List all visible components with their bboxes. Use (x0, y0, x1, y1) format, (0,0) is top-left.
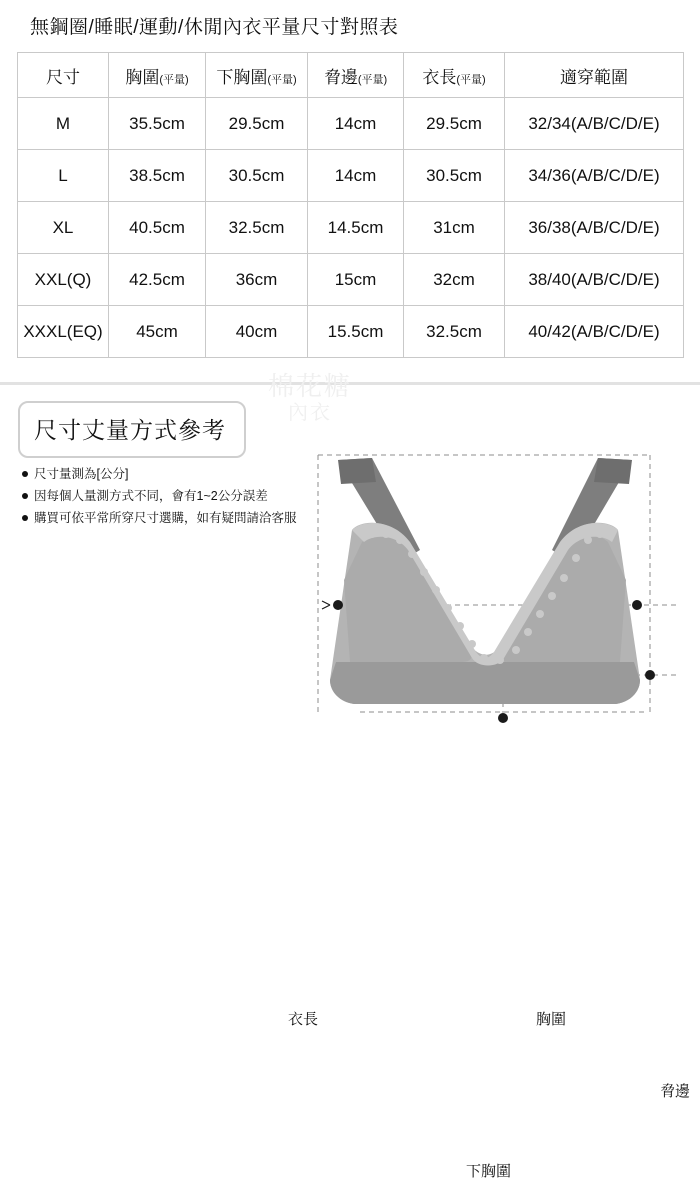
cell-fit-range: 36/38(A/B/C/D/E) (505, 202, 684, 254)
cell-length: 30.5cm (404, 150, 505, 202)
cell-size: XXL(Q) (18, 254, 109, 306)
cell-length: 32.5cm (404, 306, 505, 358)
cell-fit-range: 34/36(A/B/C/D/E) (505, 150, 684, 202)
table-header-row (18, 53, 684, 98)
note-text: 尺寸量測為[公分] (34, 467, 129, 481)
label-garment-length: 衣長 (288, 1011, 319, 1028)
watermark-line-1: 棉花糖 (268, 371, 353, 401)
cell-size: L (18, 150, 109, 202)
cell-fit-range: 38/40(A/B/C/D/E) (505, 254, 684, 306)
cell-fit-range: 32/34(A/B/C/D/E) (505, 98, 684, 150)
column-header-underbust: 下胸圍(平量) (206, 53, 308, 98)
cell-underbust: 30.5cm (206, 150, 308, 202)
cell-bust: 38.5cm (109, 150, 206, 202)
watermark-line-2: 內衣 (288, 401, 332, 424)
measurement-section-heading: 尺寸丈量方式參考 (18, 401, 246, 458)
cell-bust: 42.5cm (109, 254, 206, 306)
size-table (17, 52, 684, 358)
cell-underbust: 29.5cm (206, 98, 308, 150)
cell-length: 29.5cm (404, 98, 505, 150)
strap-right-top (594, 458, 632, 484)
cell-bust: 40.5cm (109, 202, 206, 254)
table-row (18, 254, 684, 306)
strap-left-top (338, 458, 376, 484)
measurement-diagram (0, 430, 700, 1180)
cell-bust: 35.5cm (109, 98, 206, 150)
bra-illustration (330, 458, 640, 704)
cell-underbust: 40cm (206, 306, 308, 358)
label-underbust: 下胸圍 (466, 1163, 512, 1180)
page-title: 無鋼圈/睡眠/運動/休閒內衣平量尺寸對照表 (30, 17, 399, 38)
label-side-length: 脅邊 (660, 1083, 691, 1100)
column-header-side: 脅邊(平量) (308, 53, 404, 98)
cell-underbust: 32.5cm (206, 202, 308, 254)
cell-bust: 45cm (109, 306, 206, 358)
cell-size: XL (18, 202, 109, 254)
measure-arrows (322, 601, 330, 609)
table-header (18, 53, 684, 98)
table-body (18, 98, 684, 358)
table-row (18, 98, 684, 150)
column-header-fit-range: 適穿範圍 (505, 53, 684, 98)
column-header-size: 尺寸 (18, 53, 109, 98)
cell-side: 14cm (308, 150, 404, 202)
cell-underbust: 36cm (206, 254, 308, 306)
cell-fit-range: 40/42(A/B/C/D/E) (505, 306, 684, 358)
cell-length: 32cm (404, 254, 505, 306)
cell-size: XXXL(EQ) (18, 306, 109, 358)
note-text: 購買可依平常所穿尺寸選購，如有疑問請洽客服 (34, 511, 297, 525)
cell-side: 14cm (308, 98, 404, 150)
note-text: 因每個人量測方式不同，會有1~2公分誤差 (34, 489, 268, 503)
section-divider (0, 382, 700, 385)
label-bust: 胸圍 (536, 1011, 567, 1028)
column-header-length: 衣長(平量) (404, 53, 505, 98)
watermark (268, 372, 352, 425)
cell-side: 14.5cm (308, 202, 404, 254)
under-band (330, 662, 640, 704)
table-row (18, 150, 684, 202)
table-row (18, 306, 684, 358)
cell-side: 15.5cm (308, 306, 404, 358)
cell-side: 15cm (308, 254, 404, 306)
cell-length: 31cm (404, 202, 505, 254)
cup-left (344, 535, 472, 662)
cell-size: M (18, 98, 109, 150)
column-header-bust: 胸圍(平量) (109, 53, 206, 98)
table-row (18, 202, 684, 254)
